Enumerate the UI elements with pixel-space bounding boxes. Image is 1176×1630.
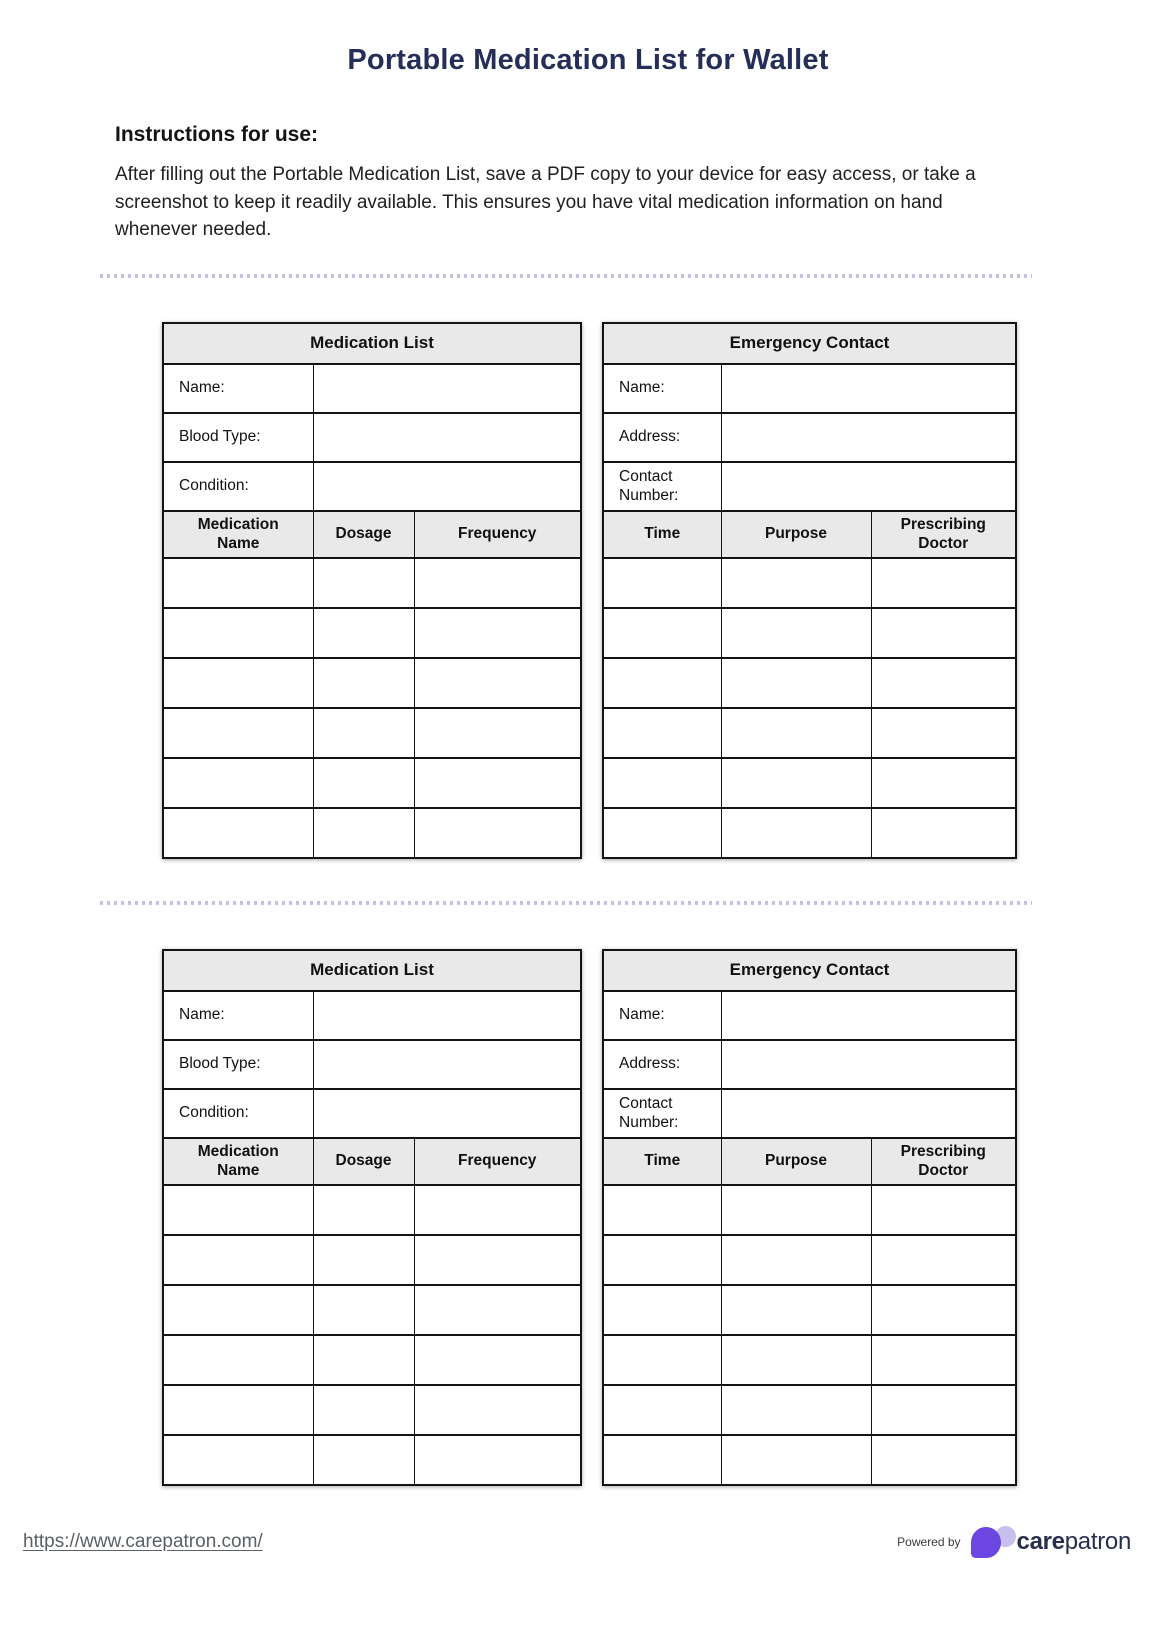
emergency-empty-row [603,708,1016,758]
empty-cell [721,758,871,808]
col-medication-name: Medication Name [163,511,313,558]
empty-cell [163,658,313,708]
empty-cell [414,1335,581,1385]
empty-cell [414,1285,581,1335]
empty-cell [871,1235,1016,1285]
empty-cell [603,1285,721,1335]
address-value-cell [721,1040,1016,1089]
medication-empty-row [163,658,581,708]
empty-cell [313,558,414,608]
emergency-empty-row [603,608,1016,658]
empty-cell [721,658,871,708]
empty-cell [313,1285,414,1335]
col-prescribing-doctor: Prescribing Doctor [871,1138,1016,1185]
empty-cell [163,558,313,608]
empty-cell [603,1235,721,1285]
contact-name-value-cell [721,991,1016,1040]
address-row [603,1040,1016,1089]
carepatron-website-link[interactable]: https://www.carepatron.com/ [23,1530,263,1552]
medication-columns-row [163,511,581,558]
empty-cell [163,608,313,658]
condition-label: Condition: [163,462,313,511]
empty-cell [721,608,871,658]
emergency-empty-row [603,1385,1016,1435]
empty-cell [313,1185,414,1235]
emergency-empty-row [603,1335,1016,1385]
medication-empty-row [163,758,581,808]
empty-cell [603,1185,721,1235]
empty-cell [163,1335,313,1385]
logo-purple-blob [971,1527,1001,1558]
name-row [163,991,581,1040]
emergency-contact-table-1 [602,322,1017,859]
empty-cell [721,1435,871,1485]
empty-cell [871,558,1016,608]
col-prescribing-doctor: Prescribing Doctor [871,511,1016,558]
empty-cell [414,808,581,858]
name-row [163,364,581,413]
col-dosage: Dosage [313,511,414,558]
empty-cell [871,1335,1016,1385]
medication-empty-row [163,1335,581,1385]
dotted-divider-middle [100,901,1032,905]
empty-cell [163,808,313,858]
condition-value-cell [313,1089,581,1138]
instructions-heading: Instructions for use: [115,123,319,146]
empty-cell [313,1385,414,1435]
empty-cell [313,658,414,708]
contact-number-label: Contact Number: [603,462,721,511]
empty-cell [871,658,1016,708]
col-dosage: Dosage [313,1138,414,1185]
emergency-empty-row [603,808,1016,858]
empty-cell [414,1185,581,1235]
wallet-card-2 [162,949,1176,1486]
medication-empty-row [163,808,581,858]
powered-by-block [897,1524,1131,1560]
emergency-columns-row [603,511,1016,558]
empty-cell [871,1185,1016,1235]
empty-cell [414,758,581,808]
empty-cell [871,758,1016,808]
name-value-cell [313,364,581,413]
medication-list-table-2 [162,949,582,1486]
empty-cell [871,1435,1016,1485]
name-value-cell [313,991,581,1040]
empty-cell [163,1235,313,1285]
empty-cell [163,1435,313,1485]
empty-cell [414,1385,581,1435]
empty-cell [163,1285,313,1335]
page-title: Portable Medication List for Wallet [347,44,829,76]
empty-cell [414,1235,581,1285]
empty-cell [871,608,1016,658]
medication-columns-row [163,1138,581,1185]
instructions-body: After filling out the Portable Medication List, save a PDF copy to your device for easy access, or take a screenshot to keep it readily available. This ensures you have vital medication information on hand whenever needed. [115,164,976,240]
empty-cell [721,1185,871,1235]
address-label: Address: [603,1040,721,1089]
address-row [603,413,1016,462]
emergency-contact-title: Emergency Contact [603,950,1016,991]
emergency-empty-row [603,558,1016,608]
col-time: Time [603,1138,721,1185]
emergency-empty-row [603,1285,1016,1335]
blood-type-row [163,413,581,462]
emergency-contact-header-row [603,323,1016,364]
empty-cell [721,808,871,858]
empty-cell [603,808,721,858]
emergency-empty-row [603,758,1016,808]
medication-empty-row [163,1435,581,1485]
brand-patron: patron [1064,1527,1131,1555]
emergency-empty-row [603,1235,1016,1285]
empty-cell [313,608,414,658]
empty-cell [414,1435,581,1485]
emergency-contact-table-2 [602,949,1017,1486]
medication-empty-row [163,1185,581,1235]
medication-list-header-row [163,950,581,991]
contact-number-row [603,1089,1016,1138]
empty-cell [721,1385,871,1435]
name-label: Name: [163,364,313,413]
empty-cell [414,608,581,658]
emergency-contact-header-row [603,950,1016,991]
emergency-contact-title: Emergency Contact [603,323,1016,364]
emergency-empty-row [603,1435,1016,1485]
empty-cell [163,1185,313,1235]
blood-type-label: Blood Type: [163,1040,313,1089]
contact-number-value-cell [721,1089,1016,1138]
dotted-divider-top [100,274,1032,278]
medication-empty-row [163,1285,581,1335]
empty-cell [414,558,581,608]
empty-cell [603,1435,721,1485]
blood-type-value-cell [313,1040,581,1089]
instructions-block [115,123,1061,244]
address-label: Address: [603,413,721,462]
empty-cell [163,708,313,758]
empty-cell [313,1435,414,1485]
empty-cell [414,658,581,708]
empty-cell [163,758,313,808]
contact-name-label: Name: [603,364,721,413]
empty-cell [414,708,581,758]
empty-cell [721,1335,871,1385]
medication-empty-row [163,608,581,658]
col-purpose: Purpose [721,511,871,558]
contact-number-label: Contact Number: [603,1089,721,1138]
empty-cell [871,708,1016,758]
empty-cell [163,1385,313,1435]
brand-care: care [1016,1527,1065,1555]
empty-cell [871,1385,1016,1435]
empty-cell [313,808,414,858]
carepatron-logo-icon [971,1524,1017,1560]
contact-number-value-cell [721,462,1016,511]
medication-list-header-row [163,323,581,364]
col-time: Time [603,511,721,558]
col-frequency: Frequency [414,511,581,558]
empty-cell [721,1235,871,1285]
condition-value-cell [313,462,581,511]
contact-name-value-cell [721,364,1016,413]
medication-list-title: Medication List [163,323,581,364]
condition-row [163,1089,581,1138]
empty-cell [603,708,721,758]
contact-number-row [603,462,1016,511]
empty-cell [871,808,1016,858]
empty-cell [313,1335,414,1385]
empty-cell [313,758,414,808]
name-label: Name: [163,991,313,1040]
col-frequency: Frequency [414,1138,581,1185]
blood-type-value-cell [313,413,581,462]
empty-cell [603,1335,721,1385]
address-value-cell [721,413,1016,462]
contact-name-label: Name: [603,991,721,1040]
empty-cell [721,558,871,608]
empty-cell [603,658,721,708]
medication-empty-row [163,1235,581,1285]
empty-cell [721,1285,871,1335]
empty-cell [603,758,721,808]
powered-by-label: Powered by [897,1534,961,1549]
empty-cell [313,708,414,758]
empty-cell [603,1385,721,1435]
medication-list-table-1 [162,322,582,859]
col-medication-name: Medication Name [163,1138,313,1185]
blood-type-row [163,1040,581,1089]
emergency-columns-row [603,1138,1016,1185]
empty-cell [721,708,871,758]
condition-row [163,462,581,511]
empty-cell [603,608,721,658]
wallet-card-1 [162,322,1176,859]
empty-cell [603,558,721,608]
emergency-empty-row [603,1185,1016,1235]
empty-cell [313,1235,414,1285]
contact-name-row [603,991,1016,1040]
col-purpose: Purpose [721,1138,871,1185]
medication-empty-row [163,558,581,608]
medication-list-title: Medication List [163,950,581,991]
medication-empty-row [163,1385,581,1435]
medication-empty-row [163,708,581,758]
empty-cell [871,1285,1016,1335]
blood-type-label: Blood Type: [163,413,313,462]
emergency-empty-row [603,658,1016,708]
contact-name-row [603,364,1016,413]
page-footer [23,1522,1131,1562]
carepatron-wordmark [1017,1528,1131,1556]
condition-label: Condition: [163,1089,313,1138]
